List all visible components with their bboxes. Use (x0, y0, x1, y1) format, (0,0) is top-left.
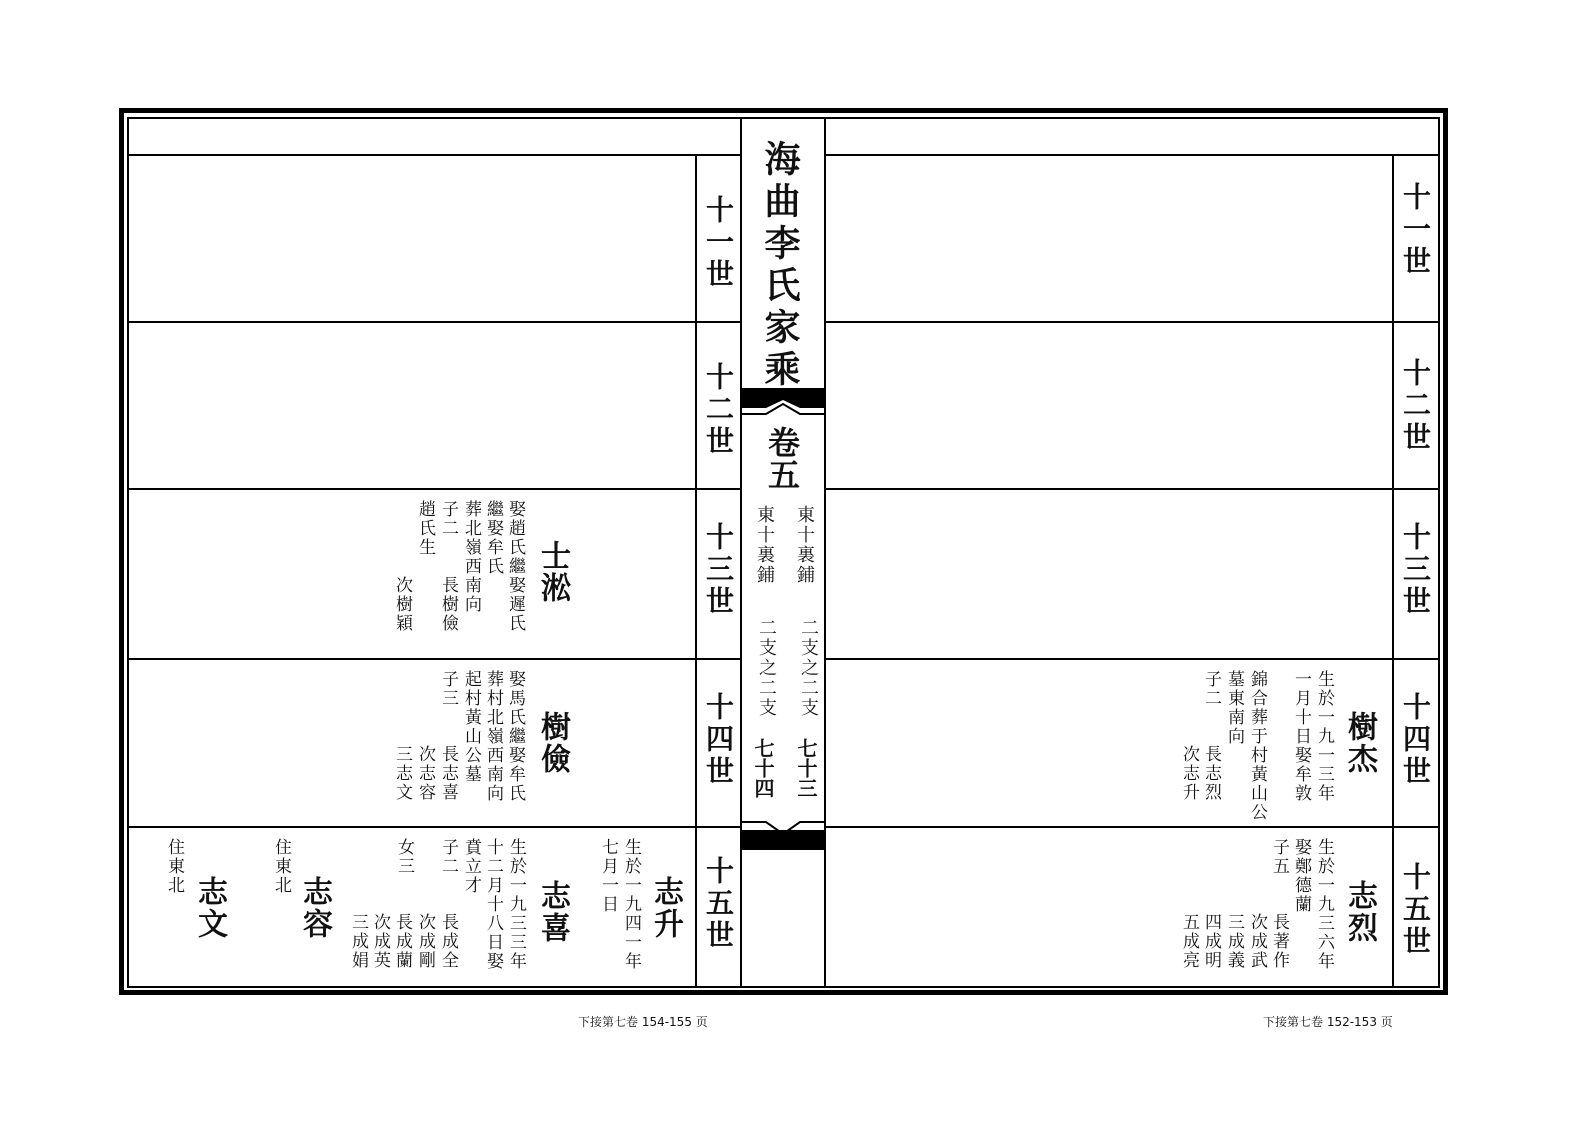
right-header-line (826, 154, 1438, 156)
person-detail: 繼娶牟氏 (483, 500, 503, 576)
son-entry: 四成明 (1201, 913, 1221, 970)
son-entry: 三成娟 (348, 913, 368, 970)
person-name: 樹杰 (1342, 711, 1377, 775)
right-row-line (826, 488, 1438, 490)
person-detail: 子二 (1201, 670, 1221, 708)
right-row-line (826, 826, 1438, 828)
son-entry: 次志容 (415, 745, 435, 802)
person-detail: 生於一九一三年 (1314, 670, 1334, 803)
person-detail: 一月十日娶牟敦 (1291, 670, 1311, 803)
person-detail: 子二 (438, 838, 458, 876)
person-name: 志喜 (535, 880, 570, 944)
generation-label: 十二世 (1399, 358, 1432, 454)
person-detail: 十二月十八日娶 (483, 838, 503, 971)
person-detail: 生於一九四一年 (621, 838, 641, 971)
person-name: 樹儉 (535, 711, 570, 775)
person-detail: 賁立才 (461, 838, 481, 895)
spine-branch-sub: 二支之二支 (798, 618, 819, 718)
son-entry: 三成義 (1224, 913, 1244, 970)
person-name: 志文 (192, 876, 227, 940)
son-entry: 長成全 (438, 913, 458, 970)
left-row-line (129, 321, 740, 323)
son-entry: 長志喜 (438, 745, 458, 802)
person-detail: 子五 (1269, 838, 1289, 876)
son-entry: 次成剛 (415, 913, 435, 970)
son-entry: 長樹儉 (438, 576, 458, 633)
son-entry: 次成英 (370, 913, 390, 970)
person-detail: 娶鄭德蘭 (1291, 838, 1311, 914)
book-title: 海曲李氏家乘 (759, 140, 801, 392)
person-detail: 住東北 (164, 838, 184, 895)
spine-right-border (824, 117, 826, 988)
volume-label: 卷五 (763, 426, 801, 490)
son-entry: 長志烈 (1201, 745, 1221, 802)
son-entry: 次志升 (1179, 745, 1199, 802)
son-entry: 三志文 (392, 745, 412, 802)
son-entry: 長著作 (1269, 913, 1289, 970)
son-entry: 五成亮 (1179, 913, 1199, 970)
person-detail: 子三 (438, 670, 458, 708)
right-row-line (826, 658, 1438, 660)
person-detail: 娶趙氏繼娶遲氏 (505, 500, 525, 633)
generation-label: 十一世 (1399, 182, 1432, 278)
person-detail: 住東北 (271, 838, 291, 895)
generation-label: 十三世 (702, 522, 735, 618)
person-detail: 墓東南向 (1224, 670, 1244, 746)
person-detail: 葬北嶺西南向 (461, 500, 481, 614)
person-detail: 七月一日 (598, 838, 618, 914)
generation-label: 十二世 (702, 362, 735, 458)
right-row-line (826, 321, 1438, 323)
person-name: 士淞 (535, 540, 570, 604)
left-header-line (129, 154, 740, 156)
generation-label: 十四世 (1399, 692, 1432, 788)
left-row-line (129, 488, 740, 490)
left-generation-column-border (695, 155, 697, 988)
son-entry: 長成蘭 (392, 913, 412, 970)
person-detail: 趙氏生 (415, 500, 435, 557)
person-detail: 起村黃山公墓 (461, 670, 481, 784)
right-generation-column-border (1392, 155, 1394, 988)
left-row-line (129, 658, 740, 660)
person-detail: 娶馬氏繼娶牟氏 (505, 670, 525, 803)
generation-label: 十四世 (702, 692, 735, 788)
spine-branch-sub: 二支之二支 (756, 618, 777, 718)
person-name: 志升 (648, 876, 683, 940)
generation-label: 十三世 (1399, 522, 1432, 618)
spine-page-number-left: 七十四 (751, 738, 775, 798)
person-detail: 生於一九三六年 (1314, 838, 1334, 971)
son-entry: 次樹穎 (392, 576, 412, 633)
spine-branch-place: 東十裏鋪 (794, 505, 815, 585)
person-detail: 子二 (438, 500, 458, 538)
son-entry: 次成武 (1247, 913, 1267, 970)
spine-page-number-right: 七十三 (794, 738, 818, 798)
person-name: 志烈 (1342, 880, 1377, 944)
person-detail: 女三 (394, 838, 414, 876)
person-detail: 葬村北嶺西南向 (483, 670, 503, 803)
left-page-footer: 下接第七卷 154-155 页 (578, 1015, 708, 1029)
generation-label: 十一世 (702, 195, 735, 291)
person-name: 志容 (297, 876, 332, 940)
generation-label: 十五世 (702, 856, 735, 952)
person-detail: 錦合葬于村黃山公 (1247, 670, 1267, 822)
spine-branch-place: 東十裏鋪 (754, 505, 775, 585)
left-row-line (129, 826, 740, 828)
person-detail: 生於一九三三年 (506, 838, 526, 971)
right-page-footer: 下接第七卷 152-153 页 (1263, 1015, 1393, 1029)
generation-label: 十五世 (1399, 862, 1432, 958)
